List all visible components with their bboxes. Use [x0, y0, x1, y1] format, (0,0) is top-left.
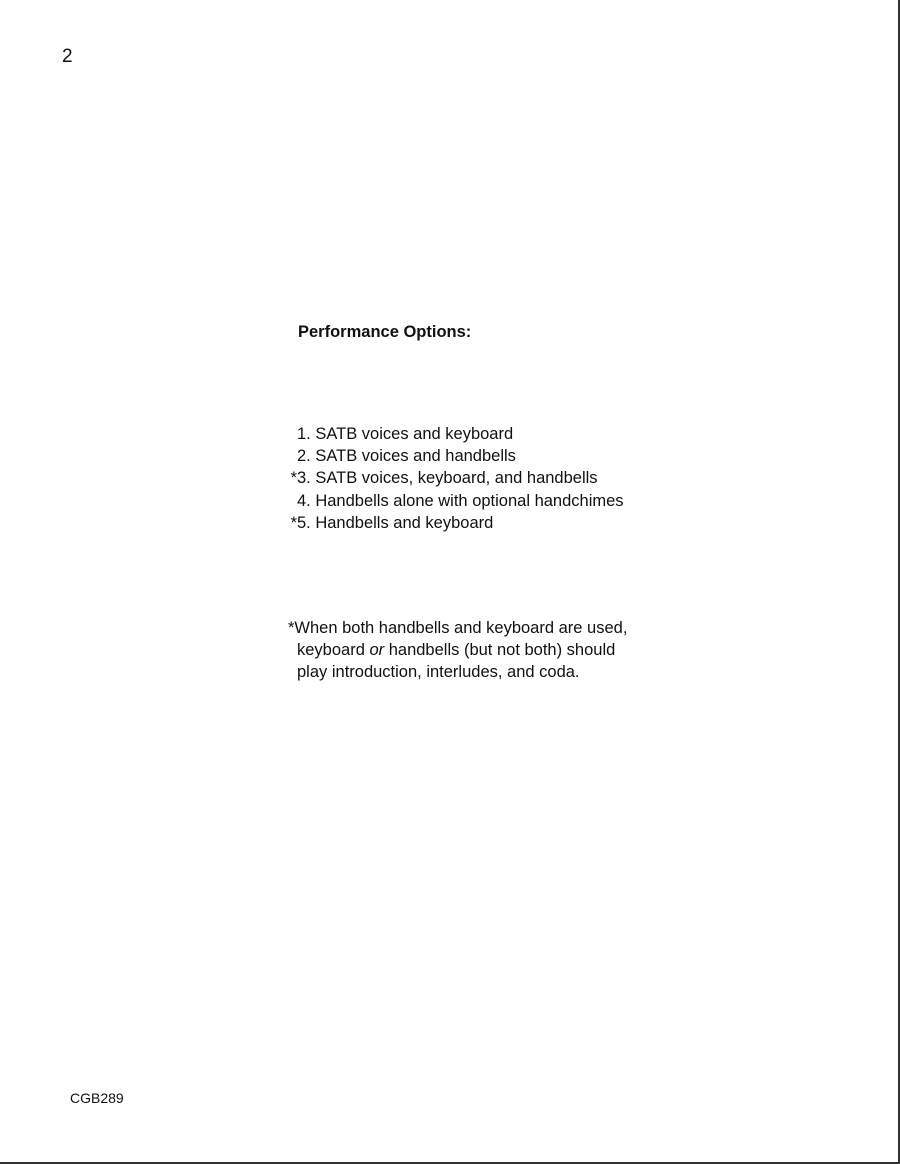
performance-option: [288, 445, 624, 467]
performance-option: [288, 512, 624, 534]
note-line-2-end: handbells (but not both) should: [384, 641, 616, 660]
performance-option: [288, 467, 624, 489]
performance-option: [288, 490, 624, 512]
option-text: 3. SATB voices, keyboard, and handbells: [297, 469, 598, 488]
note-line-3: play introduction, interludes, and coda.: [297, 663, 580, 682]
option-text: 1. SATB voices and keyboard: [297, 425, 514, 443]
note-line-2-start: keyboard: [297, 641, 370, 660]
option-text: 5. Handbells and keyboard: [297, 513, 494, 532]
performance-option: [288, 423, 624, 445]
option-marker: *: [290, 513, 297, 532]
note-emphasis: or: [369, 641, 385, 660]
performance-options-list: [288, 423, 624, 534]
note-line-1: *When both handbells and keyboard are used,: [288, 619, 628, 637]
page-number: 2: [62, 46, 73, 67]
option-text: 2. SATB voices and handbells: [297, 447, 516, 466]
performance-options-heading: Performance Options:: [298, 323, 472, 341]
option-text: 4. Handbells alone with optional handchimes: [297, 491, 624, 510]
performance-note: [288, 617, 627, 684]
note-line-2: [288, 639, 627, 661]
catalog-code: CGB289: [70, 1090, 124, 1106]
option-marker: *: [290, 469, 297, 488]
